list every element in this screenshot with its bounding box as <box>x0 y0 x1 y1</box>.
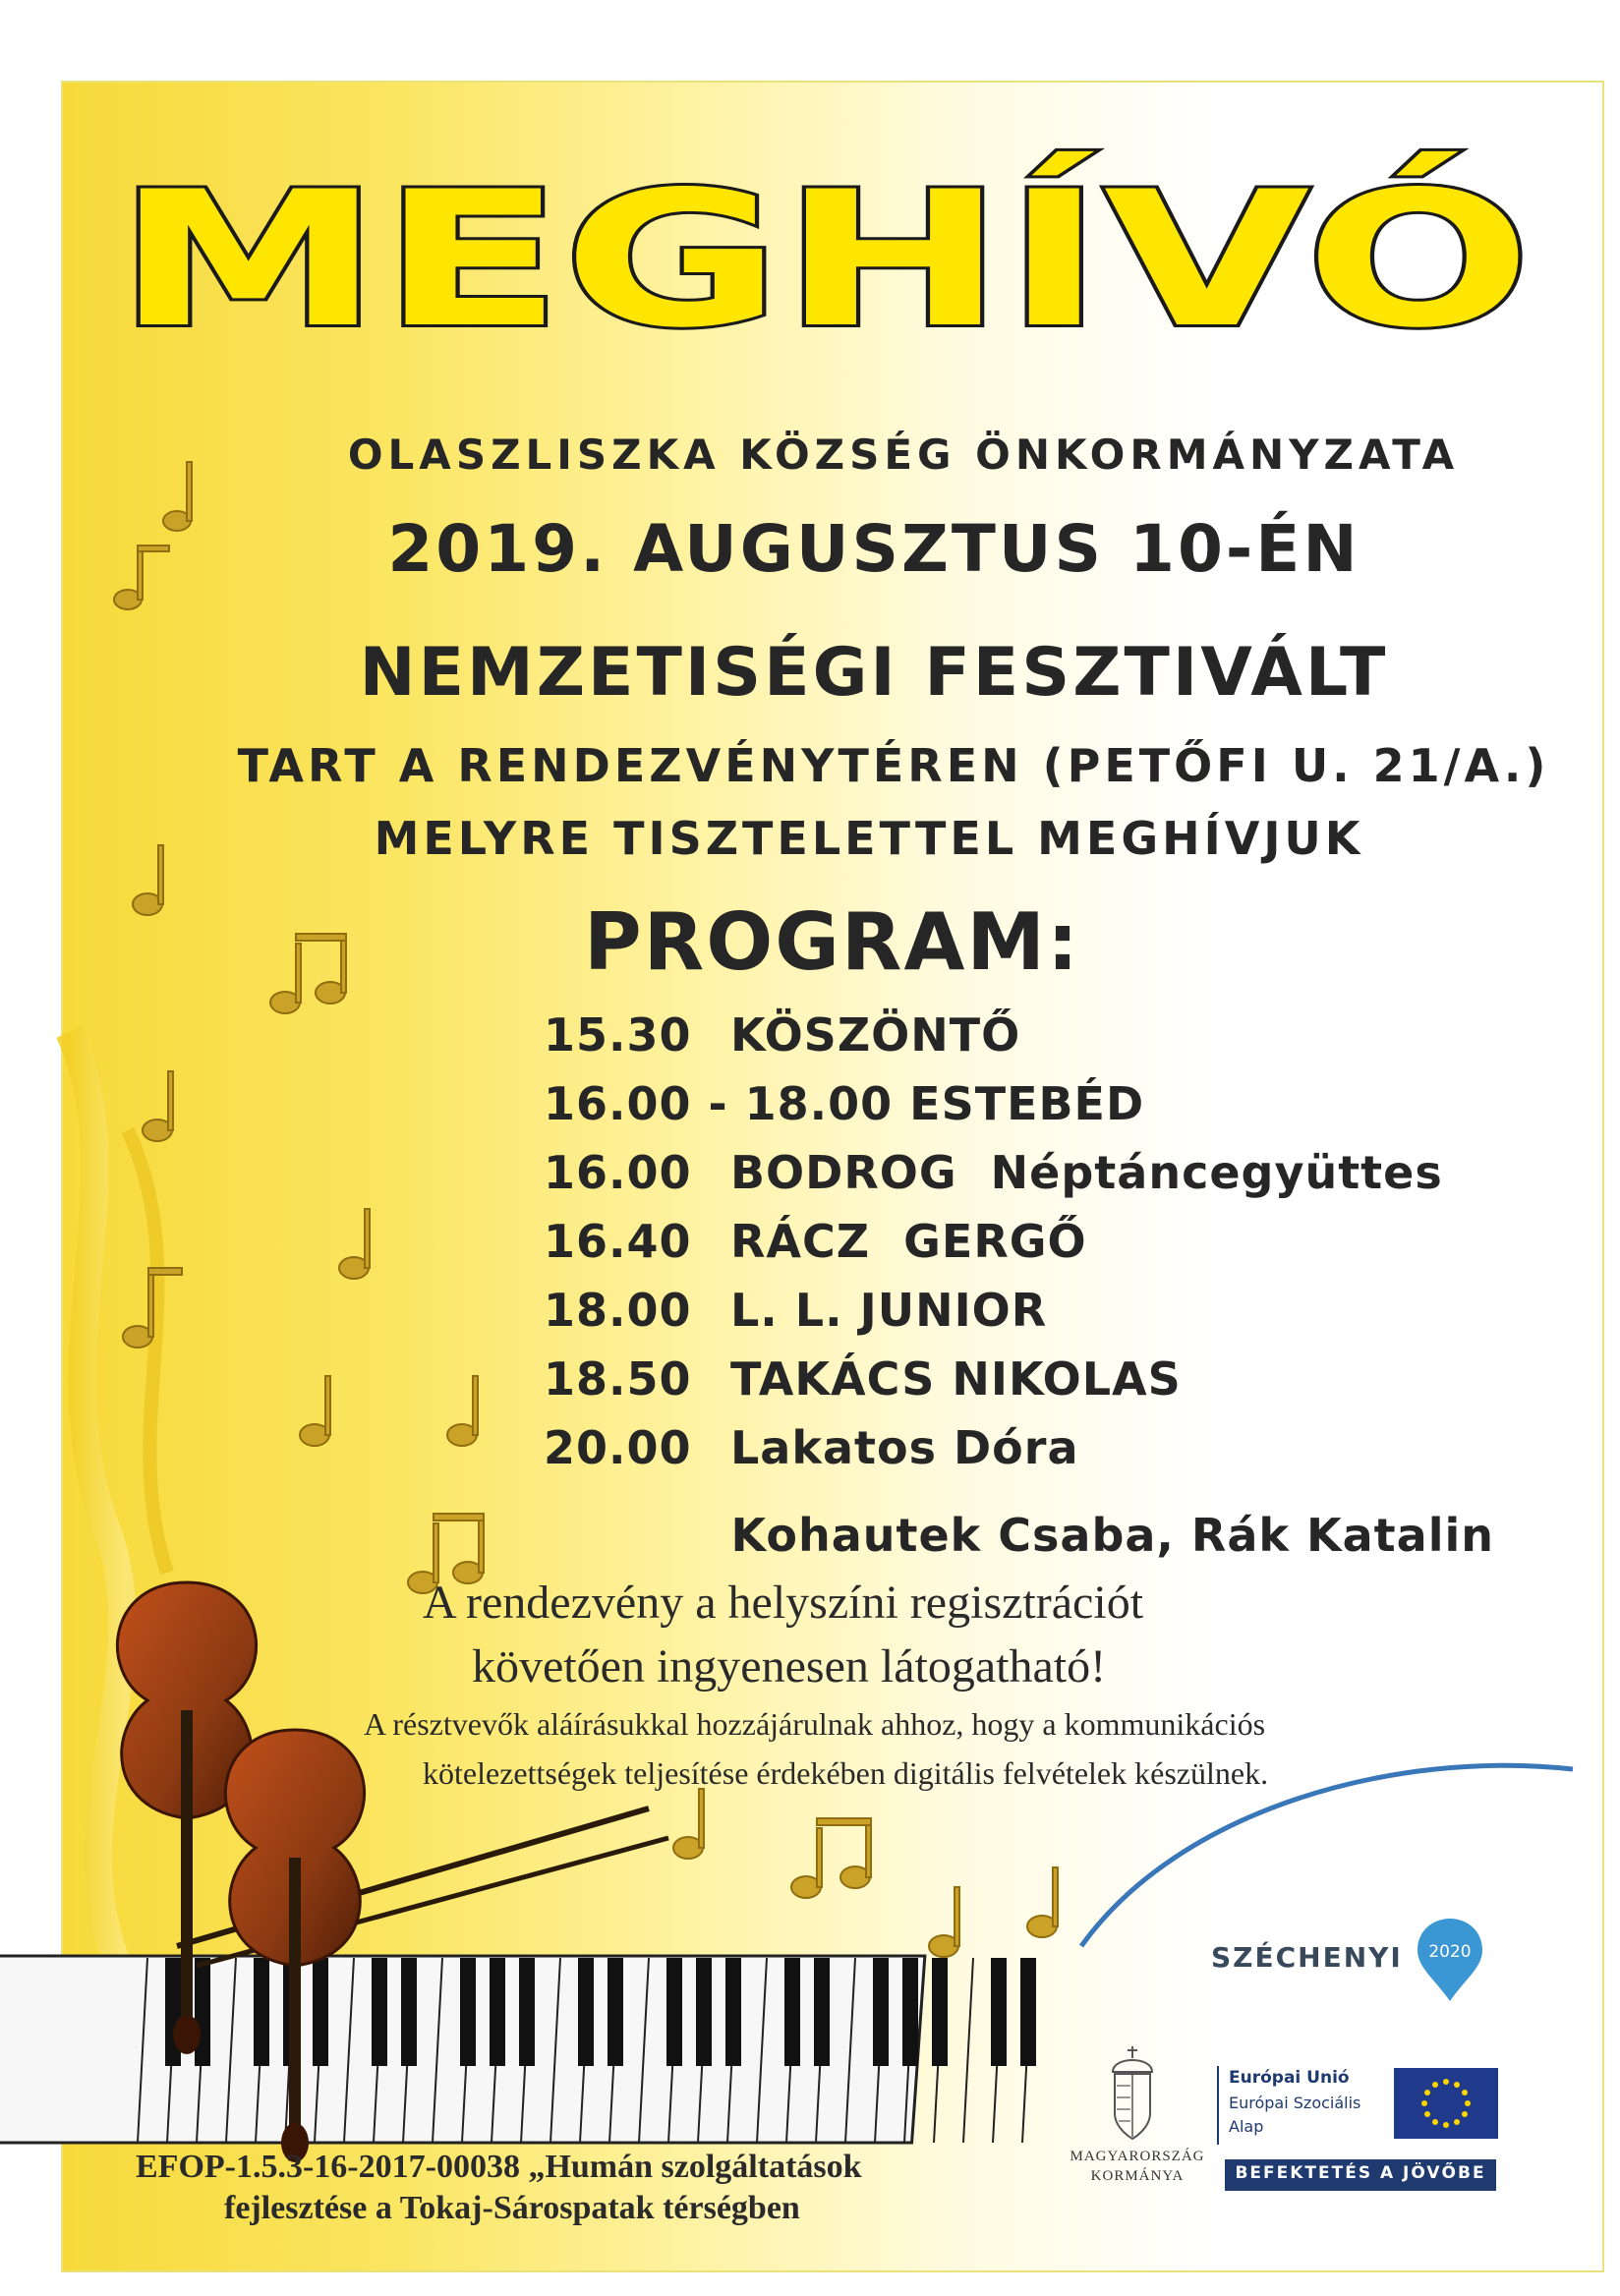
title-text: MEGHÍVÓ <box>116 151 1109 369</box>
eu-name: Európai Unió <box>1229 2068 1350 2088</box>
program-act: BODROG Néptáncegyüttes <box>730 1146 1443 1199</box>
festival-name: NEMZETISÉGI FESZTIVÁLT <box>359 634 1389 712</box>
investment-banner-text: BEFEKTETÉS A JÖVŐBE <box>1235 2163 1486 2183</box>
program-time: 18.00 <box>544 1284 692 1337</box>
program-act: TAKÁCS NIKOLAS <box>730 1352 1182 1406</box>
program-time: 15.30 <box>544 1008 692 1062</box>
extra-performers: Kohautek Csaba, Rák Katalin <box>730 1509 1494 1562</box>
hungary-coat-of-arms-icon <box>1101 2044 1164 2143</box>
program-act: ESTEBÉD <box>909 1077 1145 1130</box>
program-time: 16.00 - 18.00 <box>544 1077 894 1130</box>
program-time: 16.00 <box>544 1146 692 1199</box>
organizer-line: OLASZLISZKA KÖZSÉG ÖNKORMÁNYZATA <box>347 430 1460 479</box>
free-entry-note-line1: A rendezvény a helyszíni regisztrációt <box>423 1577 1144 1629</box>
government-logo-line1: MAGYARORSZÁG <box>1070 2149 1205 2164</box>
program-time: 20.00 <box>544 1421 692 1474</box>
program-act: RÁCZ GERGŐ <box>730 1215 1087 1268</box>
program-act: Lakatos Dóra <box>730 1421 1079 1474</box>
project-id-line2: fejlesztése a Tokaj-Sárospatak térségben <box>224 2190 800 2226</box>
program-heading: PROGRAM: <box>583 896 1081 988</box>
free-entry-note-line2: követően ingyenesen látogatható! <box>472 1640 1107 1693</box>
consent-note-line2: kötelezettségek teljesítése érdekében digitális felvételek készülnek. <box>423 1755 1269 1791</box>
eu-fund-line2: Alap <box>1229 2117 1264 2136</box>
szechenyi-logo-text: SZÉCHENYI <box>1211 1941 1403 1974</box>
eu-flag-icon <box>1394 2068 1498 2139</box>
consent-note-line1: A résztvevők aláírásukkal hozzájárulnak ahhoz, hogy a kommunikációs <box>364 1706 1266 1742</box>
program-act: KÖSZÖNTŐ <box>730 1008 1021 1062</box>
project-id-line1: EFOP-1.5.3-16-2017-00038 „Humán szolgáltatások <box>136 2149 862 2185</box>
program-act: L. L. JUNIOR <box>730 1284 1048 1337</box>
event-date: 2019. AUGUSZTUS 10-ÉN <box>387 511 1360 587</box>
government-logo-line2: KORMÁNYA <box>1090 2168 1185 2184</box>
invitation-line: MELYRE TISZTELETTEL MEGHÍVJUK <box>374 812 1364 865</box>
venue-line: TART A RENDEZVÉNYTÉREN (PETŐFI U. 21/A.) <box>237 739 1550 792</box>
eu-logo-divider <box>1217 2066 1219 2145</box>
program-time: 16.40 <box>544 1215 692 1268</box>
eu-fund-line1: Európai Szociális <box>1229 2094 1361 2112</box>
program-time: 18.50 <box>544 1352 692 1406</box>
szechenyi-year: 2020 <box>1428 1942 1472 1962</box>
